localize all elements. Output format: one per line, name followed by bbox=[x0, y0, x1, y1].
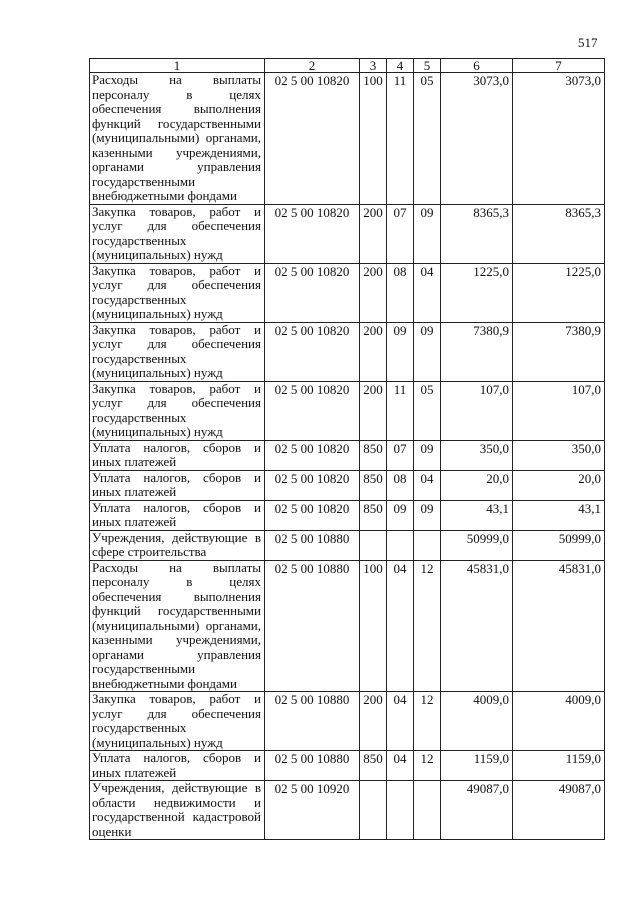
row-col7-value: 45831,0 bbox=[513, 560, 605, 692]
table-row bbox=[90, 263, 605, 322]
row-code-cell: 02 5 00 10880 bbox=[265, 751, 360, 781]
row-col5-cell: 09 bbox=[414, 500, 441, 530]
header-cell: 4 bbox=[387, 59, 414, 73]
row-col5-cell bbox=[414, 781, 441, 840]
row-name-cell: Закупка товаров, работ и услуг для обеспечения государственных (муниципальных) нужд bbox=[90, 692, 265, 751]
row-col4-cell: 07 bbox=[387, 204, 414, 263]
row-col6-value: 1225,0 bbox=[441, 263, 513, 322]
row-col3-cell: 200 bbox=[360, 322, 387, 381]
row-col5-cell bbox=[414, 530, 441, 560]
row-col4-cell: 04 bbox=[387, 751, 414, 781]
row-col5-cell: 12 bbox=[414, 560, 441, 692]
row-name-cell: Закупка товаров, работ и услуг для обеспечения государственных (муниципальных) нужд bbox=[90, 322, 265, 381]
row-col5-cell: 09 bbox=[414, 322, 441, 381]
row-col3-cell: 100 bbox=[360, 560, 387, 692]
row-col4-cell: 04 bbox=[387, 692, 414, 751]
row-col7-value: 4009,0 bbox=[513, 692, 605, 751]
row-col6-value: 3073,0 bbox=[441, 73, 513, 205]
page-number: 517 bbox=[578, 35, 598, 50]
row-col6-value: 43,1 bbox=[441, 500, 513, 530]
row-code-cell: 02 5 00 10820 bbox=[265, 440, 360, 470]
header-cell: 7 bbox=[513, 59, 605, 73]
row-code-cell: 02 5 00 10880 bbox=[265, 530, 360, 560]
table-row bbox=[90, 470, 605, 500]
row-col7-value: 107,0 bbox=[513, 381, 605, 440]
row-col6-value: 50999,0 bbox=[441, 530, 513, 560]
row-name-cell: Учреждения, действующие в области недвижимости и государственной кадастровой оценки bbox=[90, 781, 265, 840]
row-col4-cell: 07 bbox=[387, 440, 414, 470]
row-col6-value: 1159,0 bbox=[441, 751, 513, 781]
row-col6-value: 4009,0 bbox=[441, 692, 513, 751]
row-col3-cell: 200 bbox=[360, 263, 387, 322]
row-code-cell: 02 5 00 10820 bbox=[265, 263, 360, 322]
row-col7-value: 20,0 bbox=[513, 470, 605, 500]
row-col6-value: 49087,0 bbox=[441, 781, 513, 840]
header-cell: 2 bbox=[265, 59, 360, 73]
row-col5-cell: 04 bbox=[414, 263, 441, 322]
row-code-cell: 02 5 00 10820 bbox=[265, 381, 360, 440]
row-col6-value: 8365,3 bbox=[441, 204, 513, 263]
table-row bbox=[90, 500, 605, 530]
row-col5-cell: 09 bbox=[414, 440, 441, 470]
row-code-cell: 02 5 00 10820 bbox=[265, 500, 360, 530]
row-col5-cell: 05 bbox=[414, 381, 441, 440]
table-row bbox=[90, 530, 605, 560]
row-col4-cell: 08 bbox=[387, 470, 414, 500]
row-col4-cell: 11 bbox=[387, 381, 414, 440]
row-col7-value: 50999,0 bbox=[513, 530, 605, 560]
table-row bbox=[90, 751, 605, 781]
row-col6-value: 45831,0 bbox=[441, 560, 513, 692]
row-code-cell: 02 5 00 10920 bbox=[265, 781, 360, 840]
row-name-cell: Уплата налогов, сборов и иных платежей bbox=[90, 751, 265, 781]
row-col3-cell: 200 bbox=[360, 692, 387, 751]
row-col4-cell: 09 bbox=[387, 500, 414, 530]
row-col4-cell: 11 bbox=[387, 73, 414, 205]
table-row bbox=[90, 440, 605, 470]
row-code-cell: 02 5 00 10880 bbox=[265, 692, 360, 751]
row-col5-cell: 09 bbox=[414, 204, 441, 263]
table-row bbox=[90, 781, 605, 840]
table-row bbox=[90, 204, 605, 263]
row-col3-cell: 200 bbox=[360, 204, 387, 263]
row-col7-value: 8365,3 bbox=[513, 204, 605, 263]
row-col3-cell: 100 bbox=[360, 73, 387, 205]
row-col7-value: 3073,0 bbox=[513, 73, 605, 205]
table-row bbox=[90, 560, 605, 692]
row-name-cell: Уплата налогов, сборов и иных платежей bbox=[90, 440, 265, 470]
row-code-cell: 02 5 00 10820 bbox=[265, 73, 360, 205]
row-col4-cell: 08 bbox=[387, 263, 414, 322]
row-col7-value: 350,0 bbox=[513, 440, 605, 470]
row-col7-value: 1225,0 bbox=[513, 263, 605, 322]
row-col6-value: 7380,9 bbox=[441, 322, 513, 381]
row-col4-cell bbox=[387, 530, 414, 560]
row-col3-cell: 200 bbox=[360, 381, 387, 440]
header-cell: 1 bbox=[90, 59, 265, 73]
row-code-cell: 02 5 00 10820 bbox=[265, 204, 360, 263]
header-cell: 3 bbox=[360, 59, 387, 73]
row-code-cell: 02 5 00 10820 bbox=[265, 470, 360, 500]
row-col4-cell: 04 bbox=[387, 560, 414, 692]
row-col5-cell: 05 bbox=[414, 73, 441, 205]
table-header-row bbox=[90, 59, 605, 73]
row-col7-value: 7380,9 bbox=[513, 322, 605, 381]
budget-table bbox=[89, 58, 605, 840]
row-name-cell: Закупка товаров, работ и услуг для обеспечения государственных (муниципальных) нужд bbox=[90, 381, 265, 440]
row-name-cell: Уплата налогов, сборов и иных платежей bbox=[90, 500, 265, 530]
row-code-cell: 02 5 00 10880 bbox=[265, 560, 360, 692]
row-col6-value: 107,0 bbox=[441, 381, 513, 440]
row-col3-cell bbox=[360, 781, 387, 840]
row-col5-cell: 12 bbox=[414, 751, 441, 781]
table-row bbox=[90, 692, 605, 751]
row-col5-cell: 04 bbox=[414, 470, 441, 500]
row-col6-value: 20,0 bbox=[441, 470, 513, 500]
row-code-cell: 02 5 00 10820 bbox=[265, 322, 360, 381]
row-col5-cell: 12 bbox=[414, 692, 441, 751]
header-cell: 6 bbox=[441, 59, 513, 73]
row-col3-cell: 850 bbox=[360, 751, 387, 781]
row-name-cell: Расходы на выплаты персоналу в целях обеспечения выполнения функций государственными (муниципальными) органами, казенными учреждениями, органами управления государственными внебюджетными фондами bbox=[90, 73, 265, 205]
table-row bbox=[90, 381, 605, 440]
row-col7-value: 49087,0 bbox=[513, 781, 605, 840]
row-col7-value: 43,1 bbox=[513, 500, 605, 530]
row-name-cell: Расходы на выплаты персоналу в целях обеспечения выполнения функций государственными (муниципальными) органами, казенными учреждениями, органами управления государственными внебюджетными фондами bbox=[90, 560, 265, 692]
row-col7-value: 1159,0 bbox=[513, 751, 605, 781]
row-col3-cell: 850 bbox=[360, 470, 387, 500]
row-name-cell: Закупка товаров, работ и услуг для обеспечения государственных (муниципальных) нужд bbox=[90, 263, 265, 322]
row-name-cell: Учреждения, действующие в сфере строительства bbox=[90, 530, 265, 560]
header-cell: 5 bbox=[414, 59, 441, 73]
row-col3-cell bbox=[360, 530, 387, 560]
row-name-cell: Закупка товаров, работ и услуг для обеспечения государственных (муниципальных) нужд bbox=[90, 204, 265, 263]
row-col3-cell: 850 bbox=[360, 440, 387, 470]
row-col4-cell: 09 bbox=[387, 322, 414, 381]
row-name-cell: Уплата налогов, сборов и иных платежей bbox=[90, 470, 265, 500]
table-row bbox=[90, 73, 605, 205]
table-row bbox=[90, 322, 605, 381]
row-col3-cell: 850 bbox=[360, 500, 387, 530]
row-col6-value: 350,0 bbox=[441, 440, 513, 470]
row-col4-cell bbox=[387, 781, 414, 840]
